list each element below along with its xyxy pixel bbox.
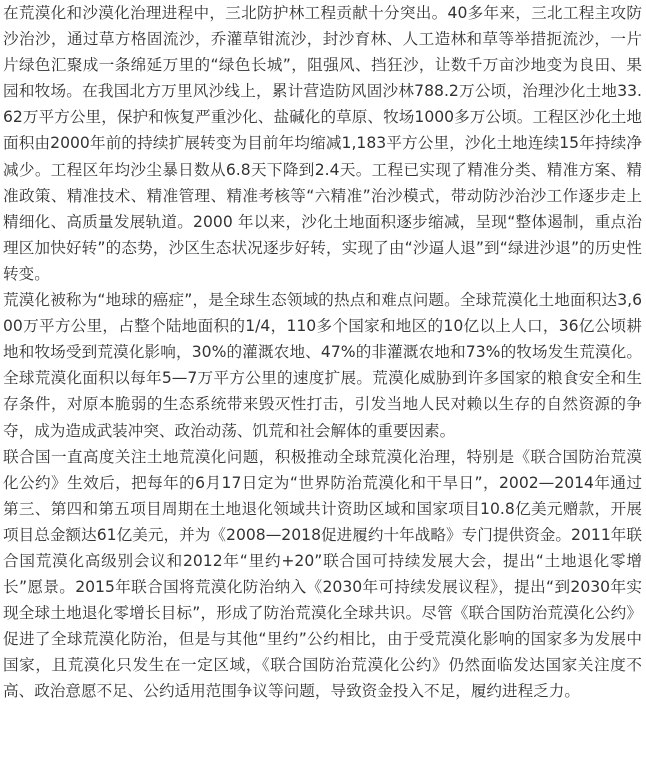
paragraph-un-convention: 联合国一直高度关注土地荒漠化问题，积极推动全球荒漠化治理，特别是《联合国防治荒漠化公约》生效后，把每年的6月17日定为“世界防治荒漠化和干旱日”，2002—2014年通过第三、第四和第五项目周期在土地退化领域共计资助区域和国家项目10.8亿美元赠款，开展项目总金额达61亿美元，并为《2008—2018促进履约十年战略》专门提供资金。2011年联合国荒漠化高级别会议和2012年“里约+20”联合国可持续发展大会，提出“土地退化零增长”愿景。2015年联合国将荒漠化防治纳入《2030年可持续发展议程》，提出“到2030年实现全球土地退化零增长目标”，形成了防治荒漠化全球共识。尽管《联合国防治荒漠化公约》促进了全球荒漠化防治，但是与其他“里约”公约相比，由于受荒漠化影响的国家多为发展中国家，且荒漠化只发生在一定区域，《联合国防治荒漠化公约》仍然面临发达国家关注度不高、政治意愿不足、公约适用范围争议等问题，导致资金投入不足，履约进程乏力。 xyxy=(3,447,642,701)
paragraph-sanbei-shelterbelt: 在荒漠化和沙漠化治理进程中，三北防护林工程贡献十分突出。40多年来，三北工程主攻防沙治沙，通过草方格固流沙，乔灌草钳流沙，封沙育林、人工造林和草等举措扼流沙，一片片绿色汇聚成一条绵延万里的“绿色长城”，阻强风、挡狂沙，让数千万亩沙地变为良田、果园和牧场。在我国北方万里风沙线上，累计营造防风固沙林788.2万公顷，治理沙化土地33.62万平方公里，保护和恢复严重沙化、盐碱化的草原、牧场1000多万公顷。工程区沙化土地面积由2000年前的持续扩展转变为目前年均缩减1,183平方公里，沙化土地连续15年持续净减少。工程区年均沙尘暴日数从6.8天下降到2.4天。工程已实现了精准分类、精准方案、精准政策、精准技术、精准管理、精准考核等“六精准”治沙模式，带动防沙治沙工作逐步走上精细化、高质量发展轨道。2000 年以来，沙化土地面积逐步缩减，呈现“整体遏制，重点治理区加快好转”的态势，沙区生态状况逐步好转，实现了由“沙逼人退”到“绿进沙退”的历史性转变。 xyxy=(3,4,642,283)
paragraph-global-desertification: 荒漠化被称为“地球的癌症”，是全球生态领域的热点和难点问题。全球荒漠化土地面积达3,600万平方公里，占整个陆地面积的1/4，110多个国家和地区的10亿以上人口，36亿公顷耕地和牧场受到荒漠化影响，30%的灌溉农地、47%的非灌溉农地和73%的牧场发生荒漠化。全球荒漠化面积以每年5—7万平方公里的速度扩展。荒漠化威胁到许多国家的粮食安全和生存条件，对原本脆弱的生态系统带来毁灭性打击，引发当地人民对赖以生存的自然资源的争夺，成为造成武装冲突、政治动荡、饥荒和社会解体的重要因素。 xyxy=(3,291,642,440)
